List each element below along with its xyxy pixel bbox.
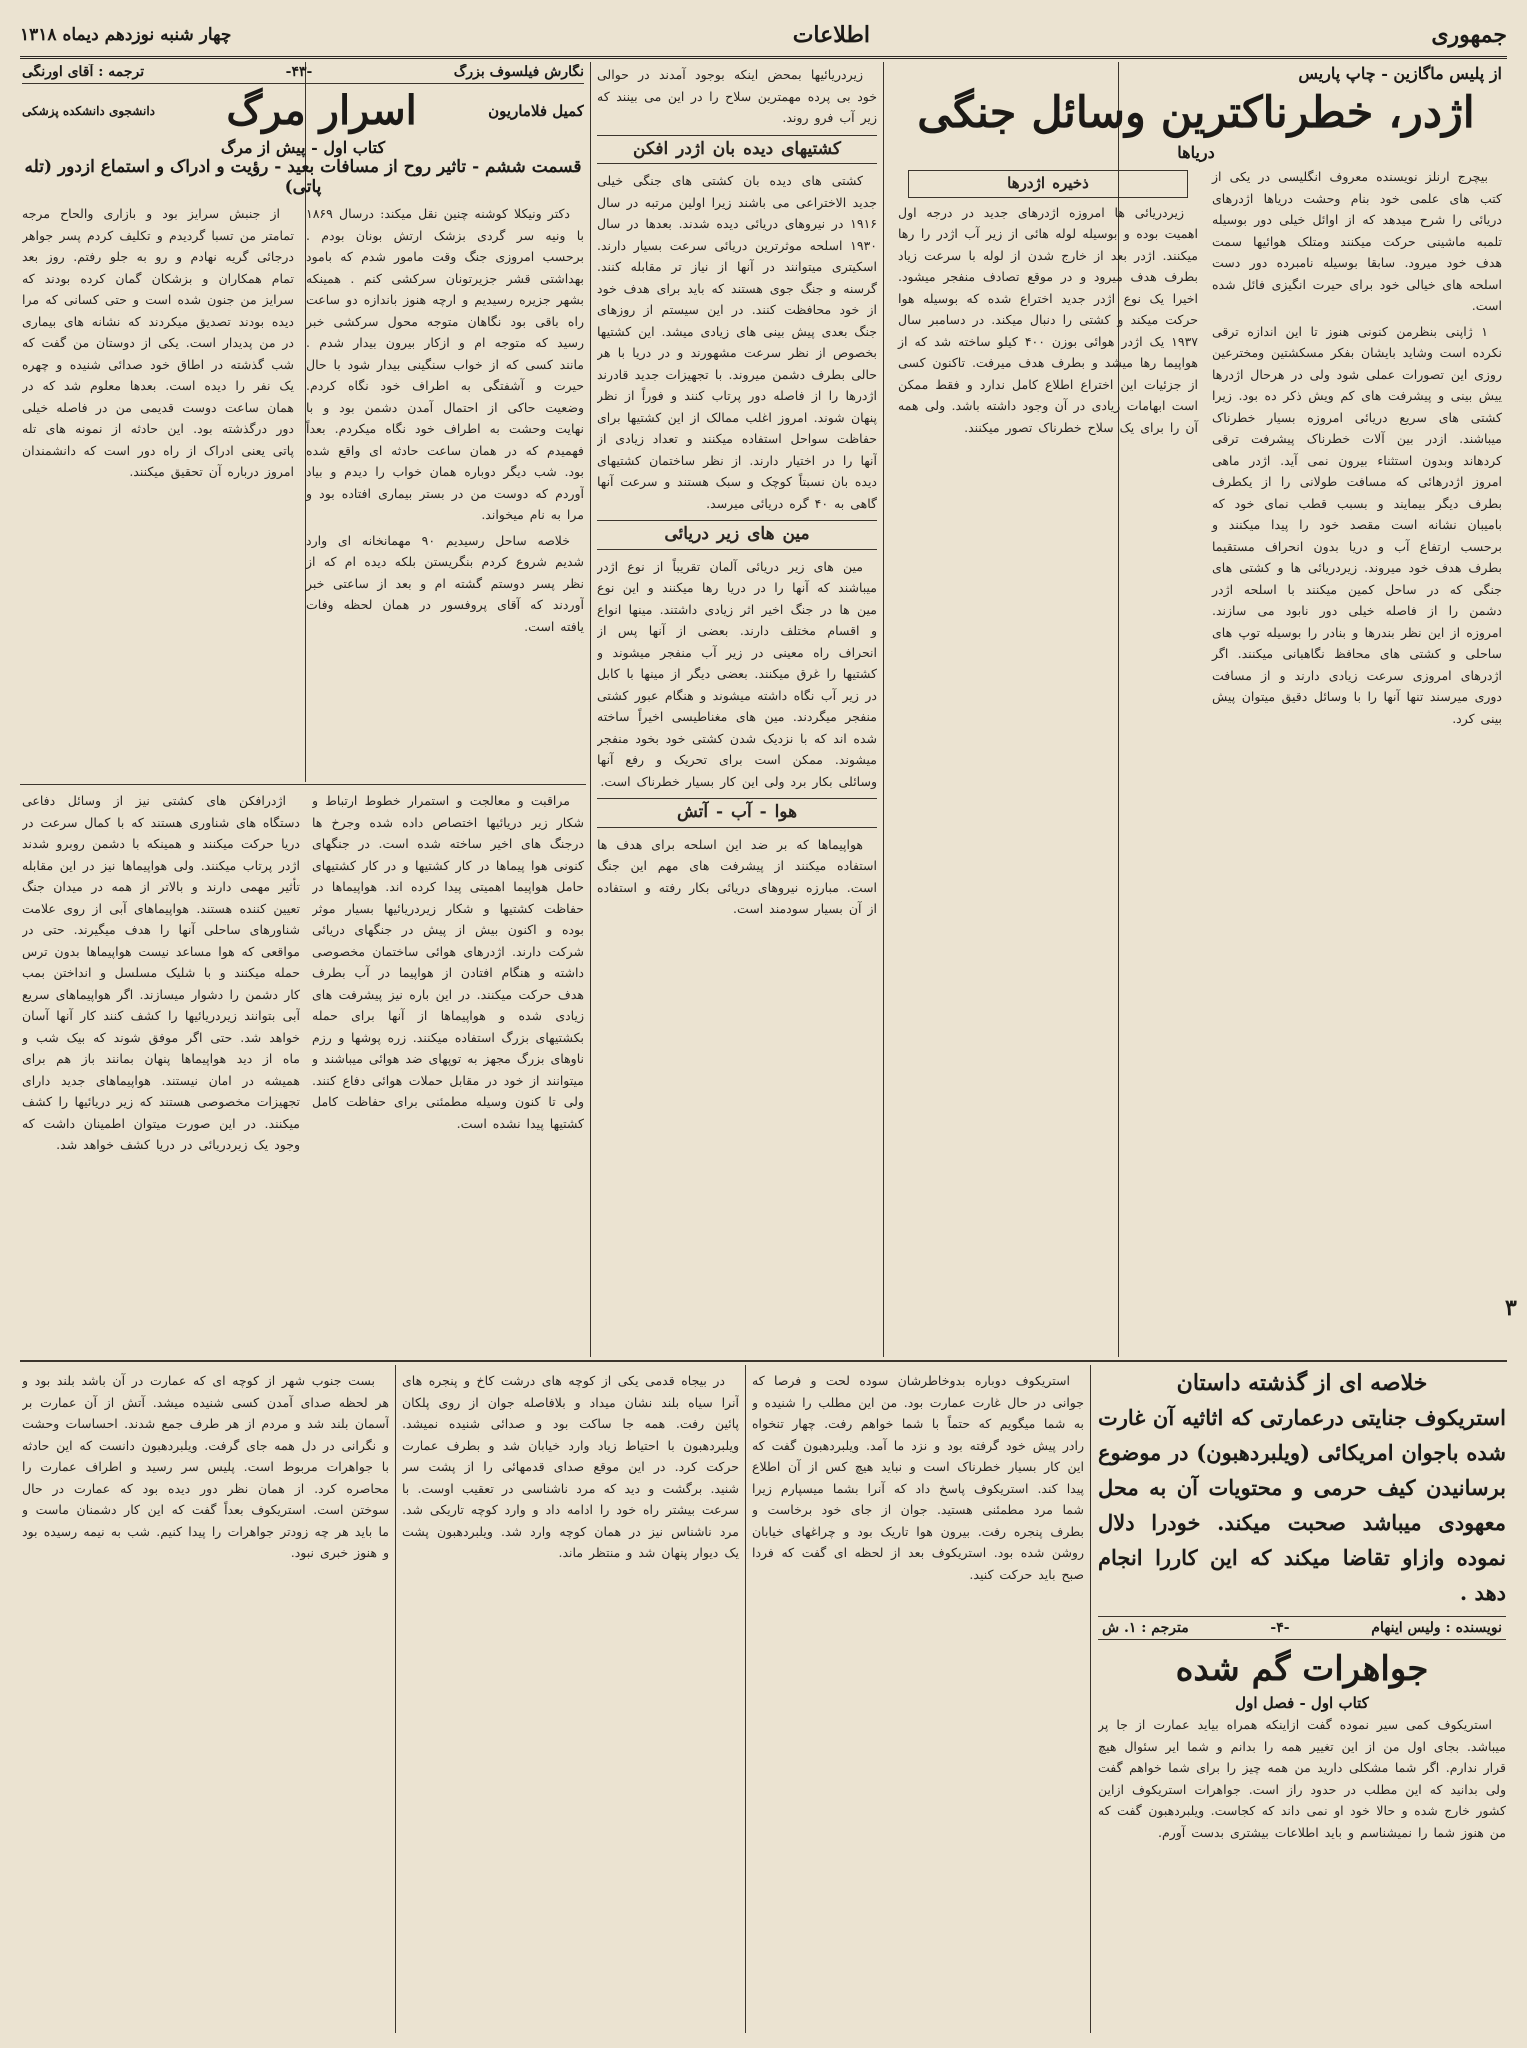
serial-col-left [22, 203, 294, 641]
serial-part-title: قسمت ششم - تاثیر روح از مسافات بعید - رؤیت و ادراک و استماع ازدور (تله پاتی) [24, 157, 582, 197]
air-water-fire-title: هوا - آب - آتش [597, 798, 877, 828]
mines-body: مین های زیر دریائی آلمان تقریباً از نوع اژدر میباشند که آنها را در دریا رها میکنند و این نوع مین ها در جنگ اخیر اثر زیادی داشتند. مینها انواع و اقسام مختلف دارند. بعضی از آنها پس از انحراف راه معینی در زیر آب منفجر میشوند و کشتیها را غرق میکنند. بعضی دیگر از مینها با کابل در زیر آب نگاه داشته میشوند و هنگام عبور کشتی منفجر میگردند. مین های مغناطیسی اخیراً ساخته شده اند که با نزدیک شدن کشتی خود بخود منفجر میشوند. ممکن است برای تحریک و رفع آنها وسائلی بکار برد ولی این کار بسیار خطرناک است. [597, 558, 877, 789]
mines-title: مین های زیر دریائی [597, 520, 877, 550]
serial-episode-number: -۴- [1270, 1620, 1290, 1636]
air-water-fire-body: هواپیماها که بر ضد این اسلحه برای هدف ها استفاده میکنند از پیشرفت های مهم این جنگ است. مبارزه نیروهای دریائی بکار رفته و استفاده از آن بسیار سودمند است. [597, 836, 877, 916]
issue-label: جمهوری [1431, 22, 1507, 48]
serial-headline: اسرار مرگ [226, 87, 417, 134]
serial-number: -۴۳- [285, 64, 313, 80]
article-subhead: دریاها [1177, 143, 1215, 162]
article-headline: اژدر، خطرناکترین وسائل جنگی [917, 88, 1475, 138]
serial-translator-credit: مترجم : ۱. ش [1102, 1620, 1189, 1636]
serial-author: کمیل فلاماریون [488, 102, 584, 120]
jewels-opening: استریکوف کمی سیر نموده گفت ازاینکه همراه بیاید عمارت از جا پر میباشد. بجای اول من از این تغییر همه را بدانم و شما ایر سئوال هیچ قرار ندارم. اگر شما مشکلی دارید من همه چیز را برای شما خواهم گفت ولی بدانید که این مطلب در حدود راز است. جواهرات استریکوف ازاین کشور خارج شده و حالا خود او نمی داند که کجاست. ویلبردهبون گفت که من هنوز شما را نمیشناسم و باید اطلاعات بیشتری بدست آورم. [1098, 1717, 1506, 1840]
masthead [20, 14, 1507, 59]
serial-summary [1098, 1370, 1506, 2030]
secrets-of-death-serial [22, 64, 584, 784]
serial-body-right: دکتر ونیکلا کوشنه چنین نقل میکند: درسال ۱۸۶۹ با ونیه سر گردی بزشک ارتش بونان بودم . برحسب امروزی جنگ وقت مامور شدم که بامود بهداشتی قشر جزیرتونان سرکشی کنم . همینکه بشهر جزیره رسیدیم و ارچه هنوز باندازه دو ساعت راه باقی بود نگاهان متوجه محول سرکشی خبر رسید که متوجه ام و ازکار بیرون بیدار شدم . مانند کسی که از خواب سنگینی بیدار شود با حال حیرت و آشفتگی به اطراف خود نگاه کردم. وضعیت حاکی از احتمال آمدن دشمن بود و با نهایت وحشت به اطراف خود نگاه میکردم. بعداً فهمیدم که در همان ساعت حادثه ای واقع شده بود. شب دیگر دوباره همان خواب را دیدم و بیاد آوردم که دوست من در بستر بیماری افتاده بود و مرا به نام میخواند. [306, 206, 584, 522]
story-column-1 [752, 1370, 1084, 2030]
lead-paragraph: زیردریائیها بمحض اینکه بوجود آمدند در حوالی خود بی پرده مهمترین سلاح را در این می بینند که زیر آب فرو روند. [597, 67, 877, 125]
serial-col-right [306, 203, 584, 641]
aircraft-body-left: اژدرافکن های کشتی نیز از وسائل دفاعی دستگاه های شناوری هستند که با کمال سرعت در دریا حرکت میکنند و همینکه با دشمن روبرو شدند اژدر پرتاب میکنند. ولی هواپیماها نیز در این مقابله تأثیر مهمی دارند و بالاتر از همه در میدان جنگ تعیین کننده هستند. هواپیماهای آبی از روی علامت شناورهای ساحلی آنها را هدف میگیرند. حتی در مواقعی که هوا مساعد نیست هواپیماها بدون ترس حمله میکنند و با شلیک مسلسل و انداختن بمب کار دشمن را دشوار میسازند. اگر هواپیماهای سریع آبی بتوانند زیردریائیها را کشف کنند کار آنها آسان خواهد شد. حتی اگر موفق شوند که بیک شب و ماه از دید هواپیماها پنهان بمانند باز هم برای همیشه در امان نیستند. هواپیماهای جدید دارای تجهیزات مخصوصی هستند که زیر دریائیها را کشف میکنند. در این صورت میتوان اطمینان داشت که وجود یک زیردریائی در دریا کشف خواهد شد. [22, 793, 300, 1152]
column-rule [745, 1365, 746, 2033]
story-column-2 [402, 1370, 739, 2030]
story-text-1: استریکوف دوباره بدوخاطرشان سوده لحت و فرصا که جوانی در حال غارت عمارت بود. من این مطلب را شنیده و به شما میگویم که حتماً با شما خواهم رفت. چهار تنخواه رادر پیش خود گرفته بود و نزد ما آمد. ویلبردهبون گفت که این کار بسیار خطرناک است و نباید هیچ کس از آن اطلاع پیدا کند. استریکوف پاسخ داد که آنرا بشما میسپارم زیرا شما مرد مطمئنی هستید. جوان از جای خود برخاست و بطرف پنجره رفت. بیرون هوا تاریک بود و چراغهای خیابان روشن شده بود. استریکوف بعد از لحظه ای گفت که فردا صبح باید حرکت کنید. [752, 1373, 1084, 1582]
torpedo-boats-article [597, 64, 877, 1354]
jewels-headline: جواهرات گم شده [1175, 1649, 1429, 1689]
article-intro: بیچرج ارنلز نویسنده معروف انگلیسی در یکی از کتب های علمی خود بنام وحشت دریاها اژدرهای دریائی را شرح میدهد که از اوائل خیلی دور بوسیله تلمبه ماشینی حرکت میکنند ومتلک هوائیها سمت هدف خود میرود. سابقا بوسیله نامبرده دور دست اسلحه های خیالی خود برای حیرت انگیزی فائل شده است. [1212, 169, 1502, 313]
aircraft-article-left [22, 790, 300, 1356]
story-column-3 [22, 1370, 389, 2030]
column-rule [1090, 1365, 1091, 2033]
serial-body-mid: خلاصه ساحل رسیدیم ۹۰ مهمانخانه ای وارد شدیم شروع کردم بنگریستن بلکه دیده ام که از نظر پسر دوستم گشته ام و بعد از ساعتی خبر آوردند که آقای پروفسور در همان لحظه وفات یافته است. [306, 532, 584, 634]
column-rule [883, 62, 884, 1357]
story-text-2: در بیجاه قدمی یکی از کوچه های درشت کاخ و پنجره های آنرا سیاه بلند نشان میداد و بلافاصله جوان از روی پلکان پائین رفت. همه جا ساکت بود و صدائی شنیده نمیشد. ویلبردهبون با احتیاط زیاد وارد خیابان شد و بطرف عمارت حرکت کرد. در این موقع صدای قدمهائی را از پشت سر شنید. برگشت و دید که مرد ناشناسی در تعقیب اوست. با سرعت بیشتر راه خود را ادامه داد و وارد کوچه تاریکی شد. مرد ناشناس نیز در همان کوچه وارد شد. ویلبردهبون پشت یک دیوار پنهان شد و منتظر ماند. [402, 1373, 739, 1560]
summary-text: استریکوف جنایتی درعمارتی که اثاثیه آن غارت شده باجوان امریکائی (ویلبردهبون) در موضوع برسانیدن کیف حرمی و محتویات آن به محل معهودی میباشد صحبت میکند. خودرا دلال نموده وازاو تقاضا میکند که این کاررا انجام دهد . [1098, 1405, 1506, 1605]
serial-body-left: از جنبش سرایز بود و بازاری والحاح مرجه تمامتر من تسبا گردیدم و تکلیف کردم پسر جواهر درجائی گریه نهادم و رو به جلو رفتم. روز بعد تمام همکاران و بزشکان گمان کرده بودند که سرایز من جنون شده است و حتی کسانی که مرا دیده بودند تصدیق میکردند که نشانه های بیماری در من پدیدار است. یکی از دوستان من گفت که شب گذشته در اطاق خود صدائی شنیده و چهره یک نفر را دیده است. بعدها معلوم شد که در همان ساعت دوست قدیمی من در فاصله خیلی دور درگذشته بود. این حادثه از نمونه های تله پاتی یعنی ادراک از راه دور است که دانشمندان امروز درباره آن تحقیق میکنند. [22, 206, 294, 479]
article-body: ۱ ژاپنی بنظرمن کنونی هنوز تا این اندازه ترقی نکرده است وشاید بایشان بفکر مسکشتین ومخترعین روزی این تصورات عملی شود ولی در هرحال اژدرها ییش بینی و پیشرفت های کم ویش ذکر ده بود. زیرا کشتی های سریع دریائی امروزه بسیار خطرناک میباشند. ازدر بین آلات خطرناک پیشرفت ترقی کردهاند وبدون استثناء بیرون نمی آید. اژدر ماهی امروز اژدرهائی که مسافت طولانی را از یکطرف بطرف دیگر بیمایند و بسبب قطب نمای خود که بامیبان نشانه است مقصد خود را پیدا میکنند و برحسب ارتفاع آب و دریا بدون انحراف مستقیما بطرف هدف خود میروند. زیردریائی ها و کشتی های جنگی که در ساحل کمین میکنند با اسلحه اژدر دشمن را از فاصله خیلی دور نابود می سازند. امروزه از این نظر بندرها و بنادر را بوسیله توپ های ساحلی و کشتی های محافظ نگاهبانی میکنند. اگر اژدرهای امروزی سرعت زیادی دارند و از مسافت دوری میرسند تنها آنها را با وسائل دقیق میتوان پیش بینی کرد. [1212, 323, 1502, 726]
summary-title: خلاصه ای از گذشته داستان [1176, 1370, 1428, 1396]
serial-kicker: نگارش فیلسوف بزرگ [453, 64, 584, 80]
torpedo-article [890, 64, 1502, 1354]
torpedo-col-right [1212, 166, 1502, 733]
jewels-book-title: کتاب اول - فصل اول [1235, 1694, 1369, 1712]
article-kicker: از پلیس ماگازین - چاپ پاریس [1298, 64, 1502, 83]
serial-translator: ترجمه : آقای اورنگی [22, 64, 145, 80]
page-number: ۳ [1505, 1295, 1517, 1321]
serial-credits [1098, 1616, 1506, 1640]
section-rule [20, 784, 586, 785]
torpedo-boats-title: کشتیهای دیده بان اژدر افکن [597, 135, 877, 165]
column-rule [395, 1365, 396, 2033]
serial-author-credit: نویسنده : ولیس اینهام [1371, 1620, 1502, 1636]
section-rule [20, 1360, 1507, 1362]
torpedo-col-left [898, 166, 1198, 733]
story-text-3: بست جنوب شهر از کوچه ای که عمارت در آن باشد بلند بود و هر لحظه صدای آمدن کسی شنیده میشد. آتش از آن عمارت بر آسمان بلند شد و مردم از هر طرف جمع شدند. احساسات وحشت و نگرانی در دل همه جای گرفت. ویلبردهبون دانست که این حادثه با جواهرات مربوط است. پلیس سر رسید و اطراف عمارت را محاصره کرد. از همان نظر دور دیده بود که عمارت در حال سوختن است. استریکوف بعداً گفت که این کار دشمنان ماست و ما باید هر چه زودتر جواهرات را پیدا کنیم. شب به نیمه رسیده بود و هنوز خبری نبود. [22, 1373, 389, 1560]
torpedo-boats-body: کشتی های دیده بان کشتی های جنگی خیلی جدید الاختراعی می باشند زیرا اولین مرتبه در سال ۱۹۱۶ در نیروهای دریائی دیده شدند. بعدها در سال ۱۹۳۰ اسلحه موثرترین دریائی سرعت بسیار دارند. اسکیتری میتوانند در آنها از نیاز تر مقابله کنند. گرسنه و جنگ جوی هستند که باید برای هدف خود از خود محافظت کنند. در این سیستم از روزهای جنگ بعدی پیش بینی های زیادی میشد. این کشتیها بخصوص از نظر سرعت مشهورند و در دریا با هر حالی بطرف دشمن میروند. با تجهیزات جدید قادرند اژدرها را از فاصله دور پرتاب کنند و فوراً از نظر پنهان شوند. امروز اغلب ممالک از این کشتیها برای حفاظت سواحل استفاده میکنند و تعداد زیادی از آنها را در اختیار دارند. از نظر ساختمان کشتیهای دیده بان نسبتاً کوچک و سبک هستند و سرعت آنها گاهی به ۴۰ گره دریائی میرسد. [597, 173, 877, 511]
column-rule [590, 62, 591, 1357]
aircraft-body-right: مراقبت و معالجت و استمرار خطوط ارتباط و شکار زیر دریائیها اختصاص داده شده وجرخ ها درجنگ های اخیر ساخته شده است. در جنگهای کنونی هوا پیماها در کار کشتیها و در کار کشتیهای حامل هواپیما اهمیتی پیدا کرده اند. هواپیماها در حفاظت کشتیها و شکار زیردریائیها بسیار موثر بوده و اکنون بیش از پیش در جنگهای دریائی شرکت دارند. اژدرهای هوائی ساختمان مخصوصی داشته و هنگام افتادن از هواپیما در آب بطرف هدف حرکت میکنند. در این باره نیز پیشرفت های زیادی شده و هواپیماها از آنها برای حمله بکشتیهای بزرگ استفاده میکنند. زره پوشها و رزم ناوهای بزرگ مجهز به توپهای ضد هوائی میباشند و میتوانند از خود در مقابل حملات هوائی دفاع کنند. ولی تا کنون وسیله مطمئنی برای حفاظت کامل کشتیها پیدا نشده است. [312, 793, 584, 1131]
jewels-body [1098, 1714, 1506, 1843]
paper-name: اطلاعات [792, 22, 870, 48]
translator-note: دانشجوی دانشکده پزشکی [22, 104, 156, 118]
issue-date: چهار شنبه نوزدهم دیماه ۱۳۱۸ [20, 25, 232, 45]
article-body-continued: زیردریائی ها امروزه اژدرهای جدید در درجه اول اهمیت بوده و بوسیله لوله هائی از زیر آب اژدر را رها میکنند. اژدر بعد از خارج شدن از لوله با سرعت زیاد بطرف هدف میرود و در موقع تصادف منفجر میشود. اخیرا یک نوع اژدر جدید اختراع شده که بوسیله هوا حرکت میکند و کشتی را دنبال میکند. در دسامبر سال ۱۹۳۷ یک اژدر هوائی بوزن ۴۰۰ کیلو ساخته شد که از هواپیما رها میشد و بطرف هدف میرفت. تاکنون کسی از جزئیات این اختراع اطلاع کامل ندارد و فقط ممکن است ابهامات زیادی در آن وجود داشته باشد. ولی همه آن را برای یک سلاح خطرناک تصور میکنند. [898, 204, 1198, 435]
section-box-title: ذخیره اژدرها [908, 170, 1188, 198]
serial-book-title: کتاب اول - پیش از مرگ [220, 138, 386, 157]
aircraft-article-right [312, 790, 584, 1356]
